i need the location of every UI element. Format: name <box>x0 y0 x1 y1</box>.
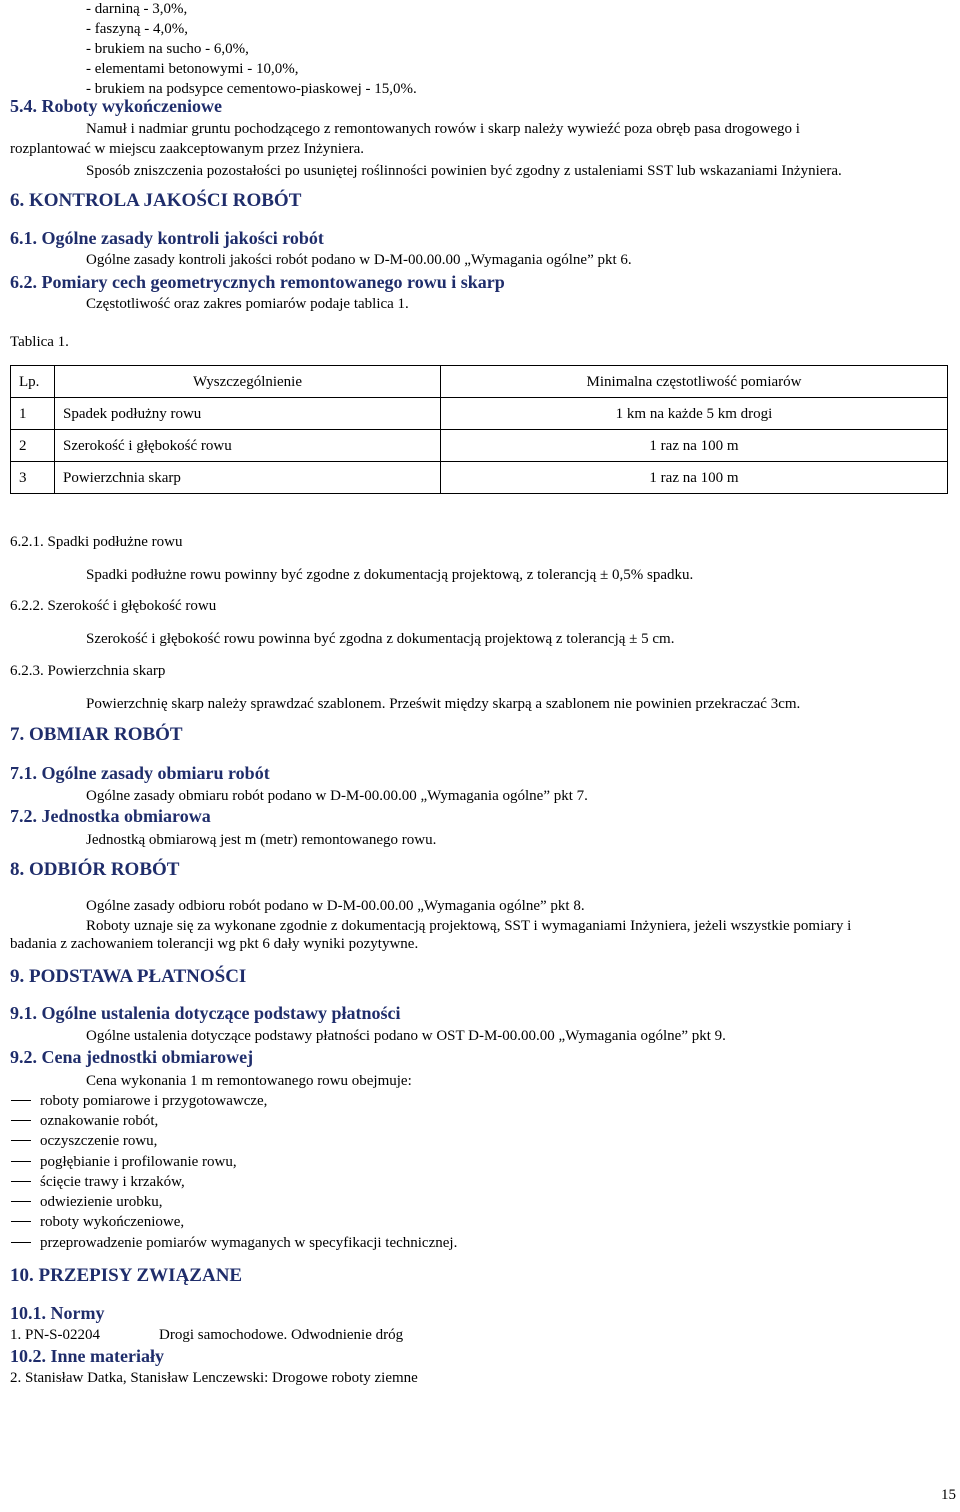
table-cell: Spadek podłużny rowu <box>55 398 441 430</box>
table-header-cell: Lp. <box>11 366 55 398</box>
norm-id: 1. PN-S-02204 <box>10 1327 101 1343</box>
section-7-2-heading: 7.2. Jednostka obmiarowa <box>10 806 211 826</box>
table-cell: 1 raz na 100 m <box>441 430 948 462</box>
norm-title: Drogi samochodowe. Odwodnienie dróg <box>159 1327 404 1343</box>
list-item: roboty wykończeniowe, <box>40 1214 185 1230</box>
section-6-2-3-text: Powierzchnię skarp należy sprawdzać szablonem. Prześwit między skarpą a szablonem nie powinien przekraczać 3cm. <box>86 696 801 712</box>
section-9-2-text: Cena wykonania 1 m remontowanego rowu obejmuje: <box>86 1073 412 1089</box>
table-cell: 3 <box>11 462 55 494</box>
section-8-text-2-line1: Roboty uznaje się za wykonane zgodnie z dokumentacją projektową, SST i wymaganiami Inżyniera, jeżeli wszystkie pomiary i <box>86 918 852 934</box>
dash-bullet-icon <box>11 1221 31 1222</box>
dash-bullet-icon <box>11 1100 31 1101</box>
section-7-1-text: Ogólne zasady obmiaru robót podano w D-M-00.00.00 „Wymagania ogólne” pkt 7. <box>86 788 588 804</box>
list-item: oczyszczenie rowu, <box>40 1133 158 1149</box>
section-10-heading: 10. PRZEPISY ZWIĄZANE <box>10 1265 243 1286</box>
section-6-2-3-heading: 6.2.3. Powierzchnia skarp <box>10 663 166 679</box>
list-item: pogłębianie i profilowanie rowu, <box>40 1154 237 1170</box>
section-6-1-text: Ogólne zasady kontroli jakości robót podano w D-M-00.00.00 „Wymagania ogólne” pkt 6. <box>86 252 632 268</box>
table-row <box>11 430 948 462</box>
dash-bullet-icon <box>11 1181 31 1182</box>
section-6-heading: 6. KONTROLA JAKOŚCI ROBÓT <box>10 190 302 211</box>
section-9-heading: 9. PODSTAWA PŁATNOŚCI <box>10 966 247 987</box>
section-5-4-heading: 5.4. Roboty wykończeniowe <box>10 96 222 116</box>
intro-list-item: - brukiem na sucho - 6,0%, <box>86 41 249 57</box>
intro-list-item: - darniną - 3,0%, <box>86 1 188 17</box>
table-cell: 1 <box>11 398 55 430</box>
table-cell: 2 <box>11 430 55 462</box>
table-header-cell: Wyszczególnienie <box>55 366 441 398</box>
section-8-heading: 8. ODBIÓR ROBÓT <box>10 859 180 880</box>
section-7-1-heading: 7.1. Ogólne zasady obmiaru robót <box>10 763 270 783</box>
intro-list-item: - faszyną - 4,0%, <box>86 21 189 37</box>
list-item: oznakowanie robót, <box>40 1113 159 1129</box>
dash-bullet-icon <box>11 1201 31 1202</box>
section-6-2-2-text: Szerokość i głębokość rowu powinna być zgodna z dokumentacją projektową z tolerancją ± 5 cm. <box>86 631 675 647</box>
section-9-1-heading: 9.1. Ogólne ustalenia dotyczące podstawy płatności <box>10 1003 401 1023</box>
list-item: roboty pomiarowe i przygotowawcze, <box>40 1093 268 1109</box>
intro-list-item: - brukiem na podsypce cementowo-piaskowej - 15,0%. <box>86 81 417 97</box>
intro-list-item: - elementami betonowymi - 10,0%, <box>86 61 299 77</box>
section-10-1-heading: 10.1. Normy <box>10 1303 105 1323</box>
measurement-table <box>10 365 948 494</box>
section-6-2-heading: 6.2. Pomiary cech geometrycznych remontowanego rowu i skarp <box>10 272 505 292</box>
table-header-row <box>11 366 948 398</box>
table-cell: 1 km na każde 5 km drogi <box>441 398 948 430</box>
dash-bullet-icon <box>11 1242 31 1243</box>
table-cell: Powierzchnia skarp <box>55 462 441 494</box>
section-9-2-heading: 9.2. Cena jednostki obmiarowej <box>10 1047 254 1067</box>
list-item: ścięcie trawy i krzaków, <box>40 1174 185 1190</box>
section-6-1-heading: 6.1. Ogólne zasady kontroli jakości robót <box>10 228 324 248</box>
section-7-heading: 7. OBMIAR ROBÓT <box>10 724 183 745</box>
dash-bullet-icon <box>11 1140 31 1141</box>
list-item: odwiezienie urobku, <box>40 1194 163 1210</box>
table-cell: Szerokość i głębokość rowu <box>55 430 441 462</box>
section-10-2-heading: 10.2. Inne materiały <box>10 1346 164 1366</box>
list-item: przeprowadzenie pomiarów wymaganych w specyfikacji technicznej. <box>40 1235 458 1251</box>
page-number: 15 <box>941 1487 956 1503</box>
other-material: 2. Stanisław Datka, Stanisław Lenczewski: Drogowe roboty ziemne <box>10 1370 418 1386</box>
section-6-2-2-heading: 6.2.2. Szerokość i głębokość rowu <box>10 598 217 614</box>
section-7-2-text: Jednostką obmiarową jest m (metr) remontowanego rowu. <box>86 832 437 848</box>
dash-bullet-icon <box>11 1161 31 1162</box>
paragraph-5-4-p2: Sposób zniszczenia pozostałości po usuniętej roślinności powinien być zgodny z ustaleniami SST lub wskazaniami Inżyniera. <box>86 163 842 179</box>
dash-bullet-icon <box>11 1120 31 1121</box>
section-6-2-text: Częstotliwość oraz zakres pomiarów podaje tablica 1. <box>86 296 409 312</box>
table-cell: 1 raz na 100 m <box>441 462 948 494</box>
paragraph-5-4-line1: Namuł i nadmiar gruntu pochodzącego z remontowanych rowów i skarp należy wywieźć poza obręb pasa drogowego i <box>86 121 800 137</box>
table-row <box>11 398 948 430</box>
section-8-text-2-line2: badania z zachowaniem tolerancji wg pkt 6 dały wyniki pozytywne. <box>10 936 419 952</box>
section-9-1-text: Ogólne ustalenia dotyczące podstawy płatności podano w OST D-M-00.00.00 „Wymagania ogólne” pkt 9. <box>86 1028 726 1044</box>
section-6-2-1-heading: 6.2.1. Spadki podłużne rowu <box>10 534 183 550</box>
table-row <box>11 462 948 494</box>
section-8-text: Ogólne zasady odbioru robót podano w D-M-00.00.00 „Wymagania ogólne” pkt 8. <box>86 898 585 914</box>
paragraph-5-4-line2: rozplantować w miejscu zaakceptowanym przez Inżyniera. <box>10 141 364 157</box>
section-6-2-1-text: Spadki podłużne rowu powinny być zgodne z dokumentacją projektową, z tolerancją ± 0,5% spadku. <box>86 567 694 583</box>
table-caption: Tablica 1. <box>10 334 69 350</box>
table-header-cell: Minimalna częstotliwość pomiarów <box>441 366 948 398</box>
